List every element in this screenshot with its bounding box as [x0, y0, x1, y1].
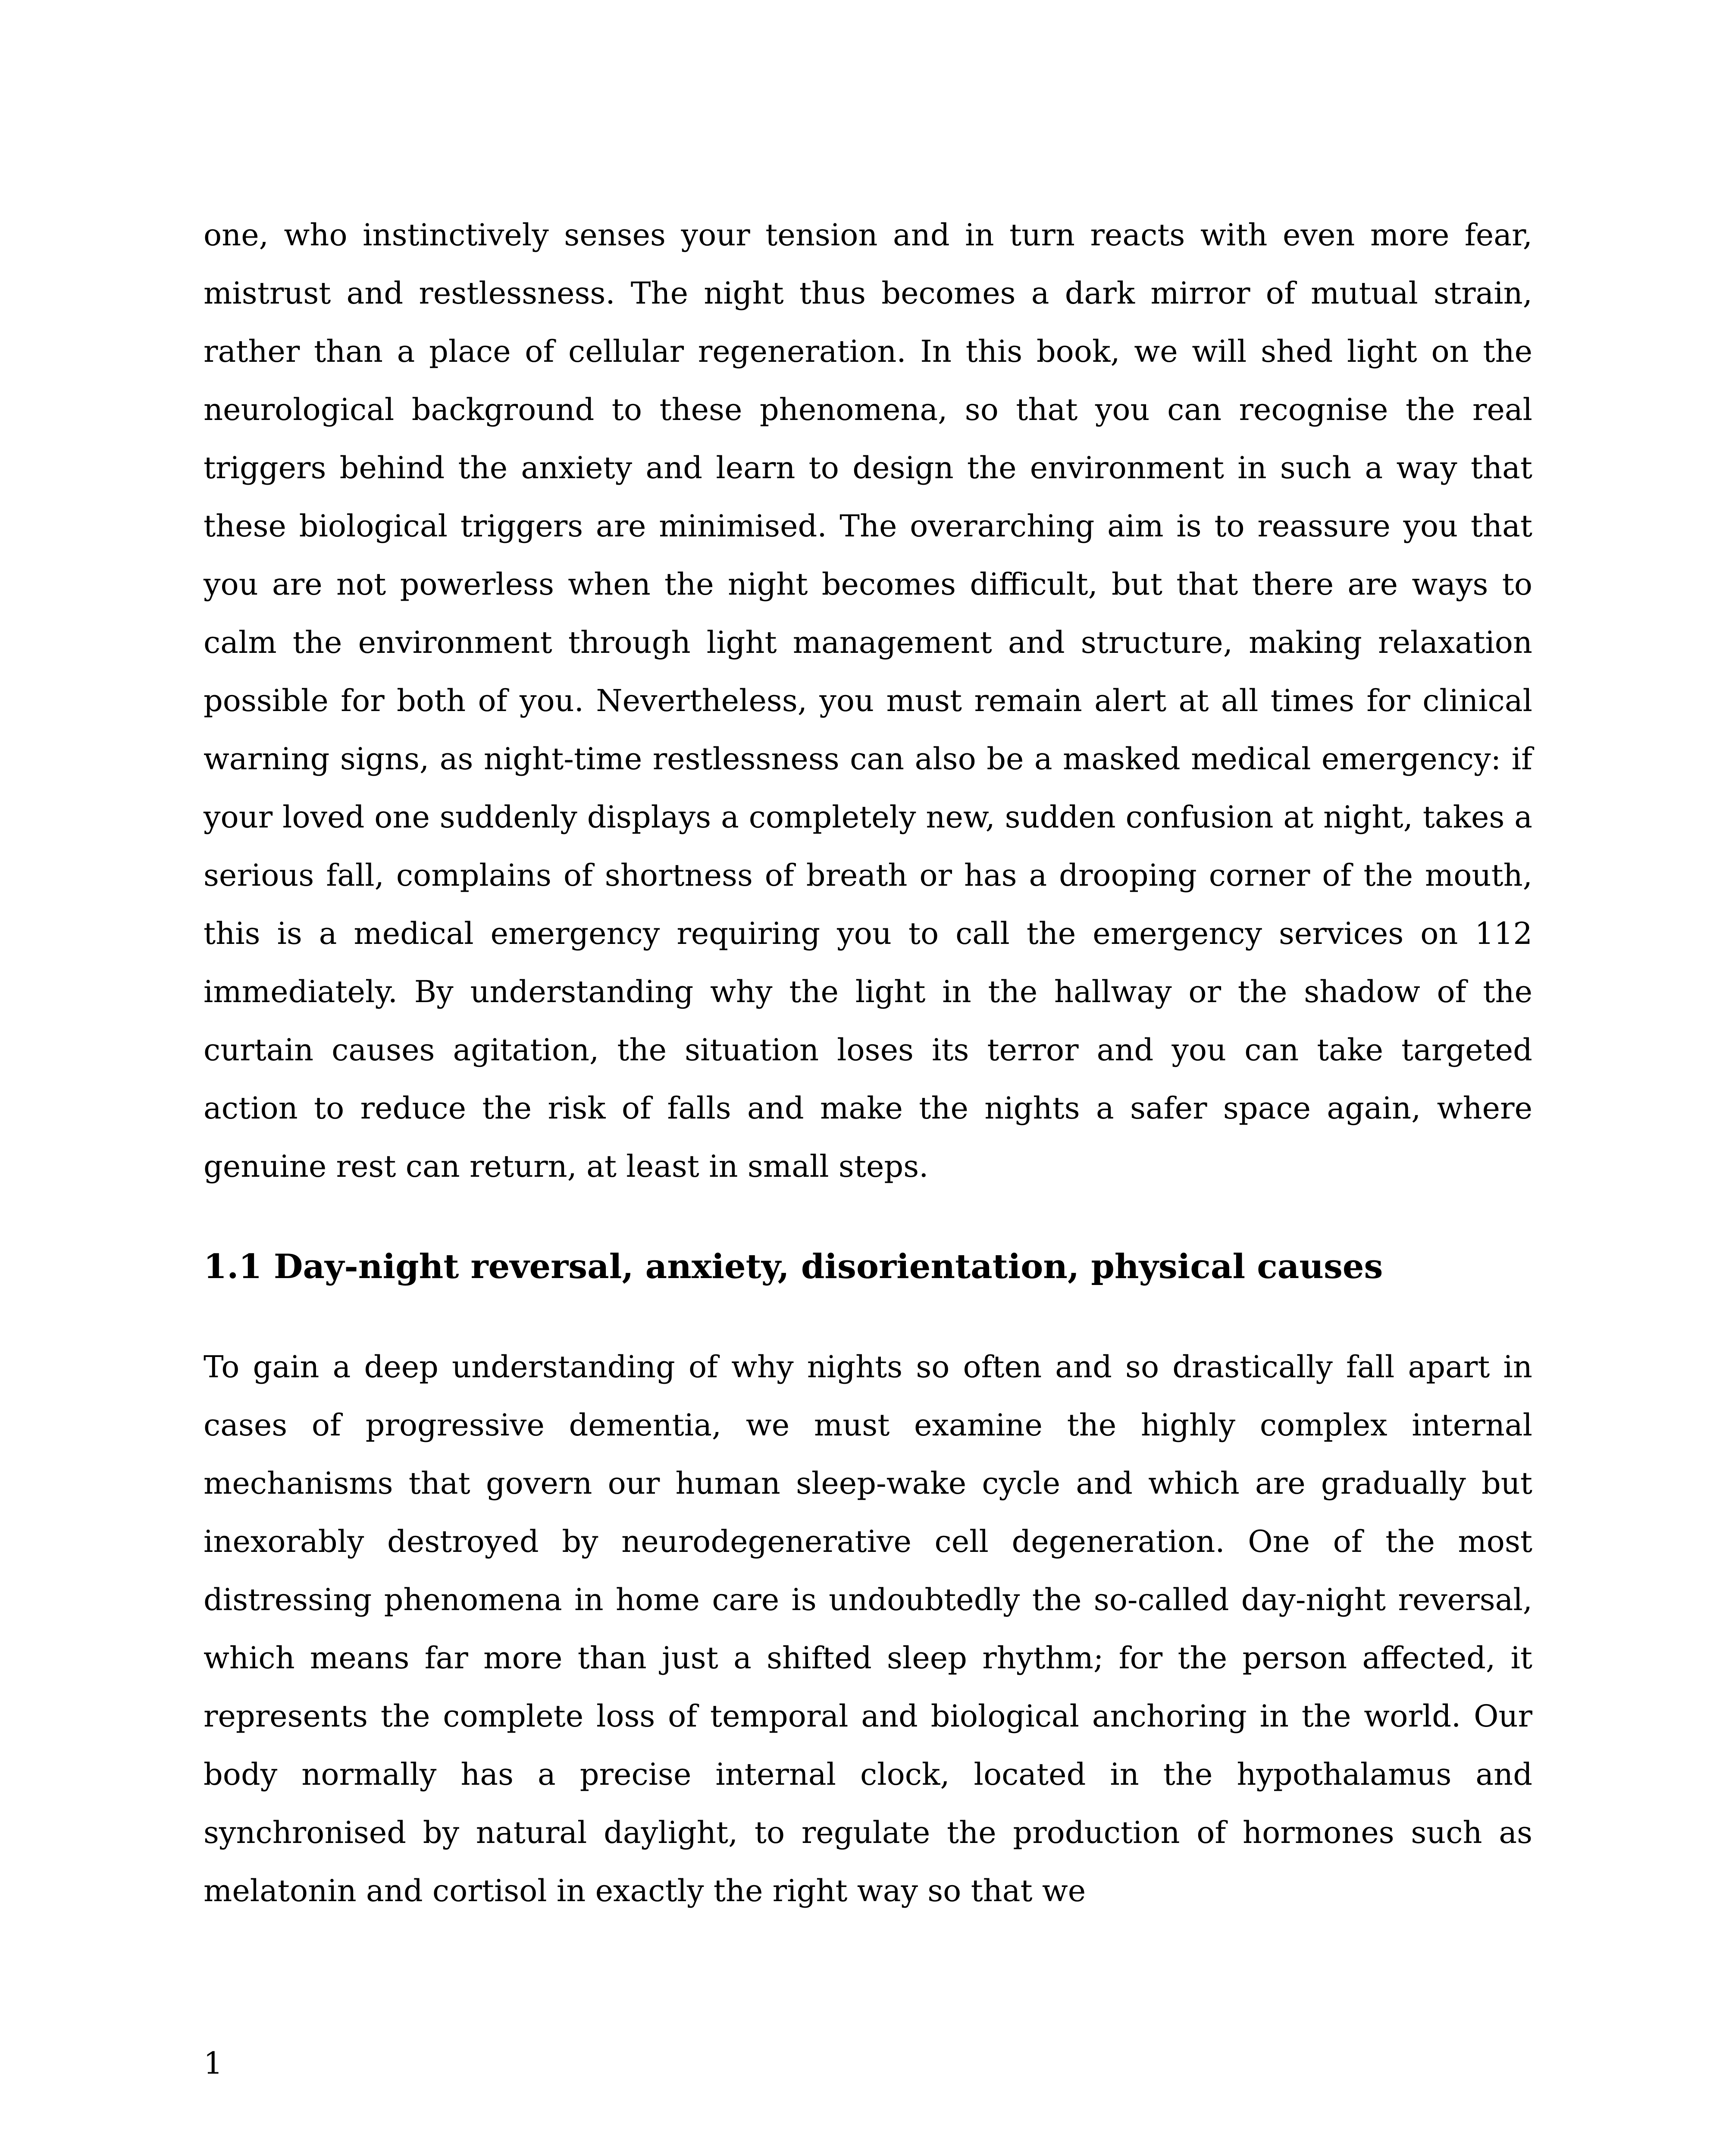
page-content: [204, 206, 1532, 1920]
section-heading: 1.1 Day-night reversal, anxiety, disorientation, physical causes: [204, 1247, 1383, 1286]
page-number: 1: [204, 2046, 223, 2081]
body-paragraph-1: one, who instinctively senses your tension and in turn reacts with even more fear, mistrust and restlessness. The night thus becomes a dark mirror of mutual strain, rather than a place of cellular regeneration. In this book, we will shed light on the neurological background to these phenomena, so that you can recognise the real triggers behind the anxiety and learn to design the environment in such a way that these biological triggers are minimised. The overarching aim is to reassure you that you are not powerless when the night becomes difficult, but that there are ways to calm the environment through light management and structure, making relaxation possible for both of you. Nevertheless, you must remain alert at all times for clinical warning signs, as night-time restlessness can also be a masked medical emergency: if your loved one suddenly displays a completely new, sudden confusion at night, takes a serious fall, complains of shortness of breath or has a drooping corner of the mouth, this is a medical emergency requiring you to call the emergency services on 112 immediately. By understanding why the light in the hallway or the shadow of the curtain causes agitation, the situation loses its terror and you can take targeted action to reduce the risk of falls and make the nights a safer space again, where genuine rest can return, at least in small steps.: [204, 217, 1532, 1184]
body-paragraph-2: To gain a deep understanding of why nights so often and so drastically fall apart in cases of progressive dementia, we must examine the highly complex internal mechanisms that govern our human sleep-wake cycle and which are gradually but inexorably destroyed by neurodegenerative cell degeneration. One of the most distressing phenomena in home care is undoubtedly the so-called day-night reversal, which means far more than just a shifted sleep rhythm; for the person affected, it represents the complete loss of temporal and biological anchoring in the world. Our body normally has a precise internal clock, located in the hypothalamus and synchronised by natural daylight, to regulate the production of hormones such as melatonin and cortisol in exactly the right way so that we: [204, 1349, 1532, 1908]
